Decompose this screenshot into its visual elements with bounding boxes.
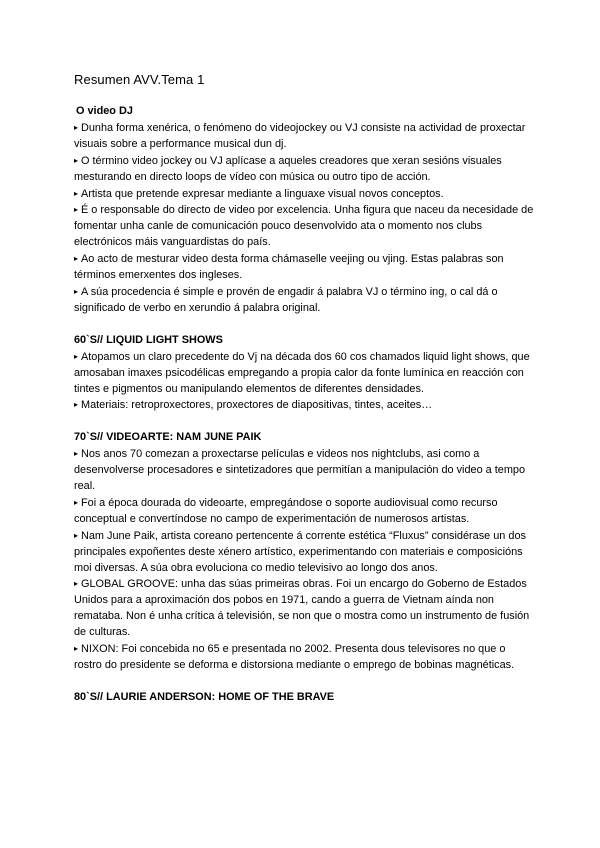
- bullet-text: O término video jockey ou VJ aplícase a aqueles creadores que xeran sesións visuales mesturando en directo loops de vídeo con música ou outro tipo de acción.: [74, 154, 502, 183]
- bullet-list: [74, 120, 536, 317]
- bullet-text: GLOBAL GROOVE: unha das súas primeiras obras. Foi un encargo do Goberno de Estados Unidos para a aproximación dos pobos en 1971, cando a guerra de Vietnam aínda non remataba. Non é unha crítica á televisión, se non que o mostra como un instrumento de fusión de culturas.: [74, 578, 530, 639]
- bullet-list: [74, 349, 536, 415]
- bullet-item: [74, 528, 536, 577]
- bullet-icon: ▸: [74, 188, 79, 198]
- section-laurie-anderson: [74, 690, 536, 706]
- section-spacer: [74, 414, 536, 430]
- bullet-icon: ▸: [74, 155, 79, 165]
- bullet-icon: ▸: [74, 286, 79, 296]
- section-videoarte: [74, 430, 536, 674]
- bullet-item: [74, 397, 536, 414]
- bullet-text: Foi a época dourada do videoarte, empregándose o soporte audiovisual como recurso conceptual e convertíndose no campo de experimentación de numerosos artistas.: [74, 496, 498, 525]
- bullet-icon: ▸: [74, 205, 79, 215]
- section-liquid-light-shows: [74, 333, 536, 415]
- bullet-list: [74, 446, 536, 674]
- bullet-text: A súa procedencia é simple e provén de engadir á palabra VJ o término ing, o cal dá o significado de verbo en xerundio á palabra original.: [74, 285, 498, 314]
- bullet-icon: ▸: [74, 351, 79, 361]
- section-spacer: [74, 674, 536, 690]
- bullet-text: Atopamos un claro precedente do Vj na década dos 60 cos chamados liquid light shows, que amosaban imaxes psicodélicas empregando a propia calor da fonte lumínica en reacción con tintes e pigmentos ou manipulando elementos de diferentes densidades.: [74, 350, 530, 395]
- bullet-text: Nam June Paik, artista coreano pertencente á corrente estética “Fluxus” considérase un dos principales expoñentes deste xénero artístico, experimentando con materiais e composicións moi diversas. A súa obra evoluciona co medio televisivo ao longo dos anos.: [74, 529, 526, 574]
- bullet-text: Ao acto de mesturar video desta forma chámaselle veejing ou vjing. Estas palabras son términos emerxentes dos ingleses.: [74, 253, 504, 282]
- bullet-icon: ▸: [74, 579, 79, 589]
- bullet-icon: ▸: [74, 530, 79, 540]
- section-spacer: [74, 317, 536, 333]
- bullet-text: É o responsable do directo de video por excelencia. Unha figura que naceu da necesidade de fomentar unha canle de comunicación pouco desenvolvido ata o momento nos clubs electrónicos máis vanguardistas do país.: [74, 204, 534, 249]
- document-title: Resumen AVV.Tema 1: [74, 72, 205, 87]
- bullet-item: [74, 186, 536, 203]
- document-body: [74, 104, 536, 706]
- bullet-item: [74, 284, 536, 317]
- bullet-item: [74, 576, 536, 641]
- bullet-item: [74, 202, 536, 251]
- bullet-item: [74, 120, 536, 153]
- section-heading: O video DJ: [76, 105, 133, 117]
- bullet-text: Dunha forma xenérica, o fenómeno do videojockey ou VJ consiste na actividad de proxectar visuais sobre a performance musical dun dj.: [74, 121, 526, 150]
- bullet-icon: ▸: [74, 497, 79, 507]
- bullet-icon: ▸: [74, 122, 79, 132]
- bullet-text: Artista que pretende expresar mediante a linguaxe visual novos conceptos.: [81, 187, 444, 200]
- bullet-icon: ▸: [74, 400, 79, 410]
- bullet-item: [74, 446, 536, 495]
- bullet-icon: ▸: [74, 644, 79, 654]
- section-heading: 60`S// LIQUID LIGHT SHOWS: [74, 333, 223, 346]
- bullet-text: NIXON: Foi concebida no 65 e presentada no 2002. Presenta dous televisores no que o rostro do presidente se deforma e distorsiona mediante o emprego de bobinas magnéticas.: [74, 643, 515, 671]
- bullet-text: Nos anos 70 comezan a proxectarse películas e videos nos nightclubs, asi como a desenvolverse procesadores e sintetizadores que permitían a manipulación do video a tempo real.: [74, 448, 526, 493]
- bullet-text: Materiais: retroproxectores, proxectores de diapositivas, tintes, aceites…: [81, 399, 433, 412]
- section-video-dj: [74, 104, 536, 317]
- bullet-icon: ▸: [74, 449, 79, 459]
- bullet-item: [74, 495, 536, 528]
- bullet-icon: ▸: [74, 254, 79, 264]
- bullet-item: [74, 641, 536, 674]
- bullet-item: [74, 153, 536, 186]
- section-heading: 70`S// VIDEOARTE: NAM JUNE PAIK: [74, 431, 262, 444]
- bullet-item: [74, 251, 536, 284]
- section-heading: 80`S// LAURIE ANDERSON: HOME OF THE BRAVE: [74, 690, 335, 703]
- bullet-item: [74, 349, 536, 398]
